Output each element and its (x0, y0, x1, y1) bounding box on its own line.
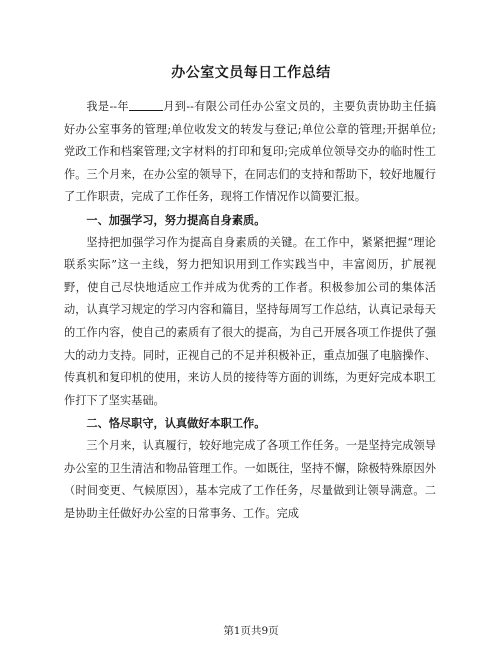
document-title: 办公室文员每日工作总结 (171, 65, 331, 81)
blank-underline (129, 99, 163, 111)
intro-text-rest: 月到--有限公司任办公室文员的，主要负责协助主任搞好办公室事务的管理;单位收发文的转发与登记;单位公章的管理;开据单位;党政工作和档案管理;文字材料的打印和复印;完成单位领导交办的临时性工作。三个月来，在办公室的领导下，在同志们的支持和帮助下，较好地履行了工作职责，完成了工作任务，现将工作情况作以简要汇报。 (64, 100, 437, 204)
page-number: 第1页共9页 (223, 625, 279, 637)
intro-paragraph (64, 96, 436, 209)
document-body (64, 96, 436, 525)
section-paragraph-2: 三个月来，认真履行，较好地完成了各项工作任务。一是坚持完成领导办公室的卫生清洁和物品管理工作。一如既往，坚持不懈，除极特殊原因外（时间变更、气候原因），基本完成了工作任务，尽量做到让领导满意。二是协助主任做好办公室的日常事务、工作。完成 (64, 438, 436, 520)
intro-text-start: 我是--年 (86, 100, 129, 113)
section-heading-2: 二、恪尽职守，认真做好本职工作。 (86, 416, 266, 431)
section-paragraph-1: 坚持把加强学习作为提高自身素质的关键。在工作中，紧紧把握“理论联系实际”这一主线，努力把知识用到工作实践当中，丰富阅历，扩展视野，使自己尽快地适应工作并成为优秀的工作者。积极参加公司的集体活动，认真学习规定的学习内容和篇目，坚持每周写工作总结，认真记录每天的工作内容，使自己的素质有了很大的提高，为自己开展各项工作提供了强大的动力支持。同时，正视自己的不足并积极补正，重点加强了电脑操作、传真机和复印机的使用，来访人员的接待等方面的训练，为更好完成本职工作打下了坚实基础。 (64, 235, 436, 407)
section-heading-1: 一、加强学习，努力提高自身素质。 (86, 212, 266, 227)
